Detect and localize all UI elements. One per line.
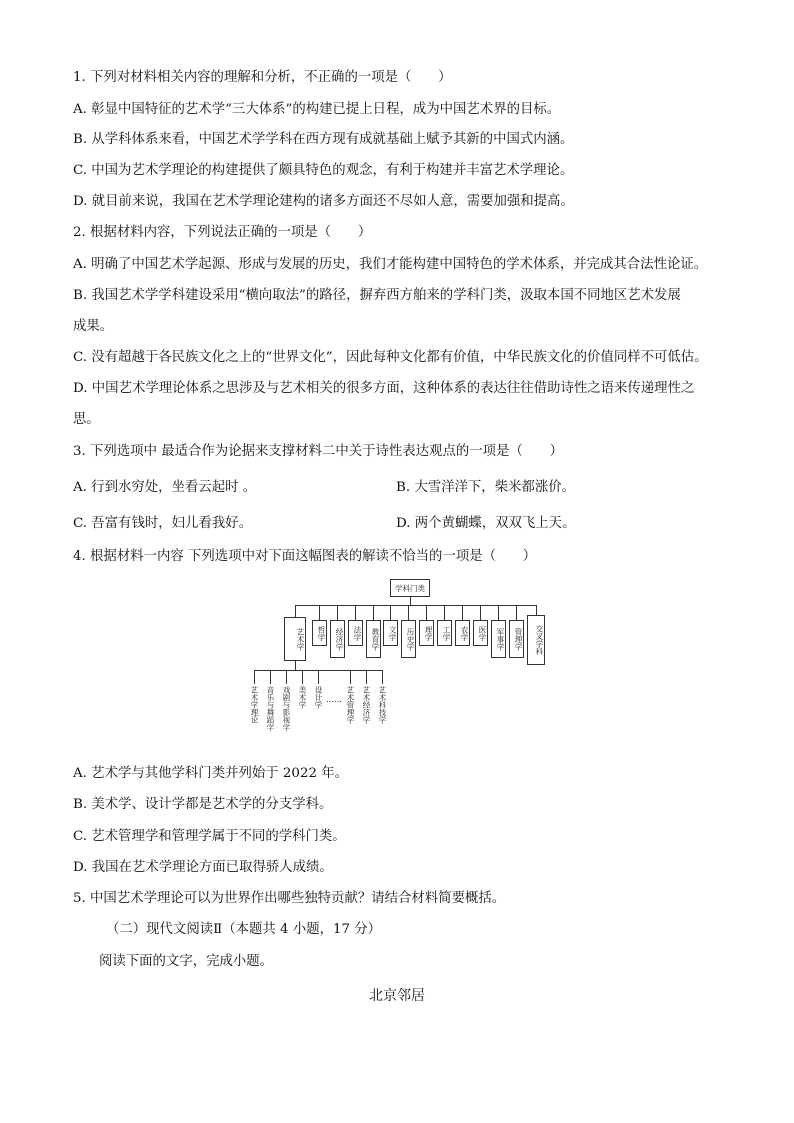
subdiscipline-art-theory: 艺术学理论 [250, 686, 259, 724]
subdiscipline-fine-arts: 美术学 [298, 686, 307, 709]
q4-stem: 4. 根据材料一内容 下列选项中对下面这幅图表的解读不恰当的一项是（ ） [73, 549, 537, 564]
q2-option-a: A. 明确了中国艺术学起源、形成与发展的历史，我们才能构建中国特色的学术体系，并完成其合法性论证。 [73, 257, 708, 272]
category-box-management: 管理学 [509, 620, 524, 658]
category-box-military: 军事学 [491, 620, 506, 658]
category-box-history: 历史学 [401, 620, 416, 658]
category-box-philosophy: 哲学 [312, 620, 327, 646]
q2-option-b-line2: 成果。 [73, 319, 114, 334]
category-box-economics: 经济学 [330, 620, 345, 658]
q1-option-a: A. 彰显中国特征的艺术学“三大体系”的构建已提上日程，成为中国艺术界的目标。 [73, 102, 561, 117]
q2-stem: 2. 根据材料内容，下列说法正确的一项是（ ） [73, 225, 372, 240]
q3-option-a: A. 行到水穷处，坐看云起时 。 [73, 480, 257, 495]
passage-title: 北京邻居 [369, 988, 425, 1004]
q1-option-d: D. 就目前来说，我国在艺术学理论建构的诸多方面还不尽如人意，需要加强和提高。 [73, 194, 574, 209]
category-box-interdisciplinary: 交叉学科 [527, 615, 545, 665]
q1-stem: 1. 下列对材料相关内容的理解和分析，不正确的一项是（ ） [73, 70, 452, 85]
subdiscipline-drama-film: 戏剧与影视学 [282, 686, 291, 731]
q3-option-b: B. 大雪洋洋下，柴米都涨价。 [396, 480, 576, 495]
q1-option-c: C. 中国为艺术学理论的构建提供了颇具特色的观念，有利于构建并丰富艺术学理论。 [73, 163, 574, 178]
q1-option-b: B. 从学科体系来看，中国艺术学学科在西方现有成就基础上赋予其新的中国式内涵。 [73, 132, 574, 147]
subdiscipline-art-management: 艺术管理学 [346, 686, 355, 724]
q4-option-d: D. 我国在艺术学理论方面已取得骄人成绩。 [73, 860, 333, 875]
q2-option-c: C. 没有超越于各民族文化之上的“世界文化”，因此每种文化都有价值，中华民族文化的价值同样不可低估。 [73, 350, 708, 365]
q2-option-d-line1: D. 中国艺术学理论体系之思涉及与艺术相关的很多方面，这种体系的表达往往借助诗性之语来传递理性之 [73, 381, 695, 396]
reading-instruction: 阅读下面的文字，完成小题。 [99, 954, 274, 969]
category-box-education: 教育学 [366, 620, 381, 658]
subdiscipline-ellipsis: …… [326, 695, 342, 704]
subdiscipline-music-dance: 音乐与舞蹈学 [266, 686, 275, 731]
q4-option-a: A. 艺术学与其他学科门类并列始于 2022 年。 [73, 766, 349, 781]
section-heading: （二）现代文阅读Ⅱ（本题共 4 小题，17 分） [106, 922, 382, 937]
q4-option-c: C. 艺术管理学和管理学属于不同的学科门类。 [73, 829, 346, 844]
q2-option-d-line2: 思。 [73, 412, 100, 427]
diagram-root: 学科门类 [390, 579, 430, 597]
category-box-literature: 文学 [383, 620, 398, 646]
category-box-agriculture: 农学 [455, 620, 470, 646]
subdiscipline-design: 设计学 [314, 686, 323, 709]
q3-option-d: D. 两个黄蝴蝶，双双飞上天。 [396, 516, 576, 531]
category-box-medicine: 医学 [473, 620, 488, 646]
category-box-law: 法学 [348, 620, 363, 646]
q3-stem: 3. 下列选项中 最适合作为论据来支撑材料二中关于诗性表达观点的一项是（ ） [73, 444, 563, 459]
category-box-science: 理学 [419, 620, 434, 646]
category-box-engineering: 工学 [437, 620, 452, 646]
subdiscipline-art-technology: 艺术科技学 [378, 686, 387, 724]
q2-option-b-line1: B. 我国艺术学学科建设采用“横向取法”的路径，摒弃西方舶来的学科门类，汲取本国不同地区艺术发展 [73, 288, 681, 303]
q5-stem: 5. 中国艺术学理论可以为世界作出哪些独特贡献？请结合材料简要概括。 [73, 891, 506, 906]
q4-option-b: B. 美术学、设计学都是艺术学的分支学科。 [73, 797, 333, 812]
q3-option-c: C. 吾富有钱时，妇儿看我好。 [73, 516, 252, 531]
category-box-art: 艺术学 [284, 617, 306, 661]
subdiscipline-art-economics: 艺术经济学 [362, 686, 371, 724]
